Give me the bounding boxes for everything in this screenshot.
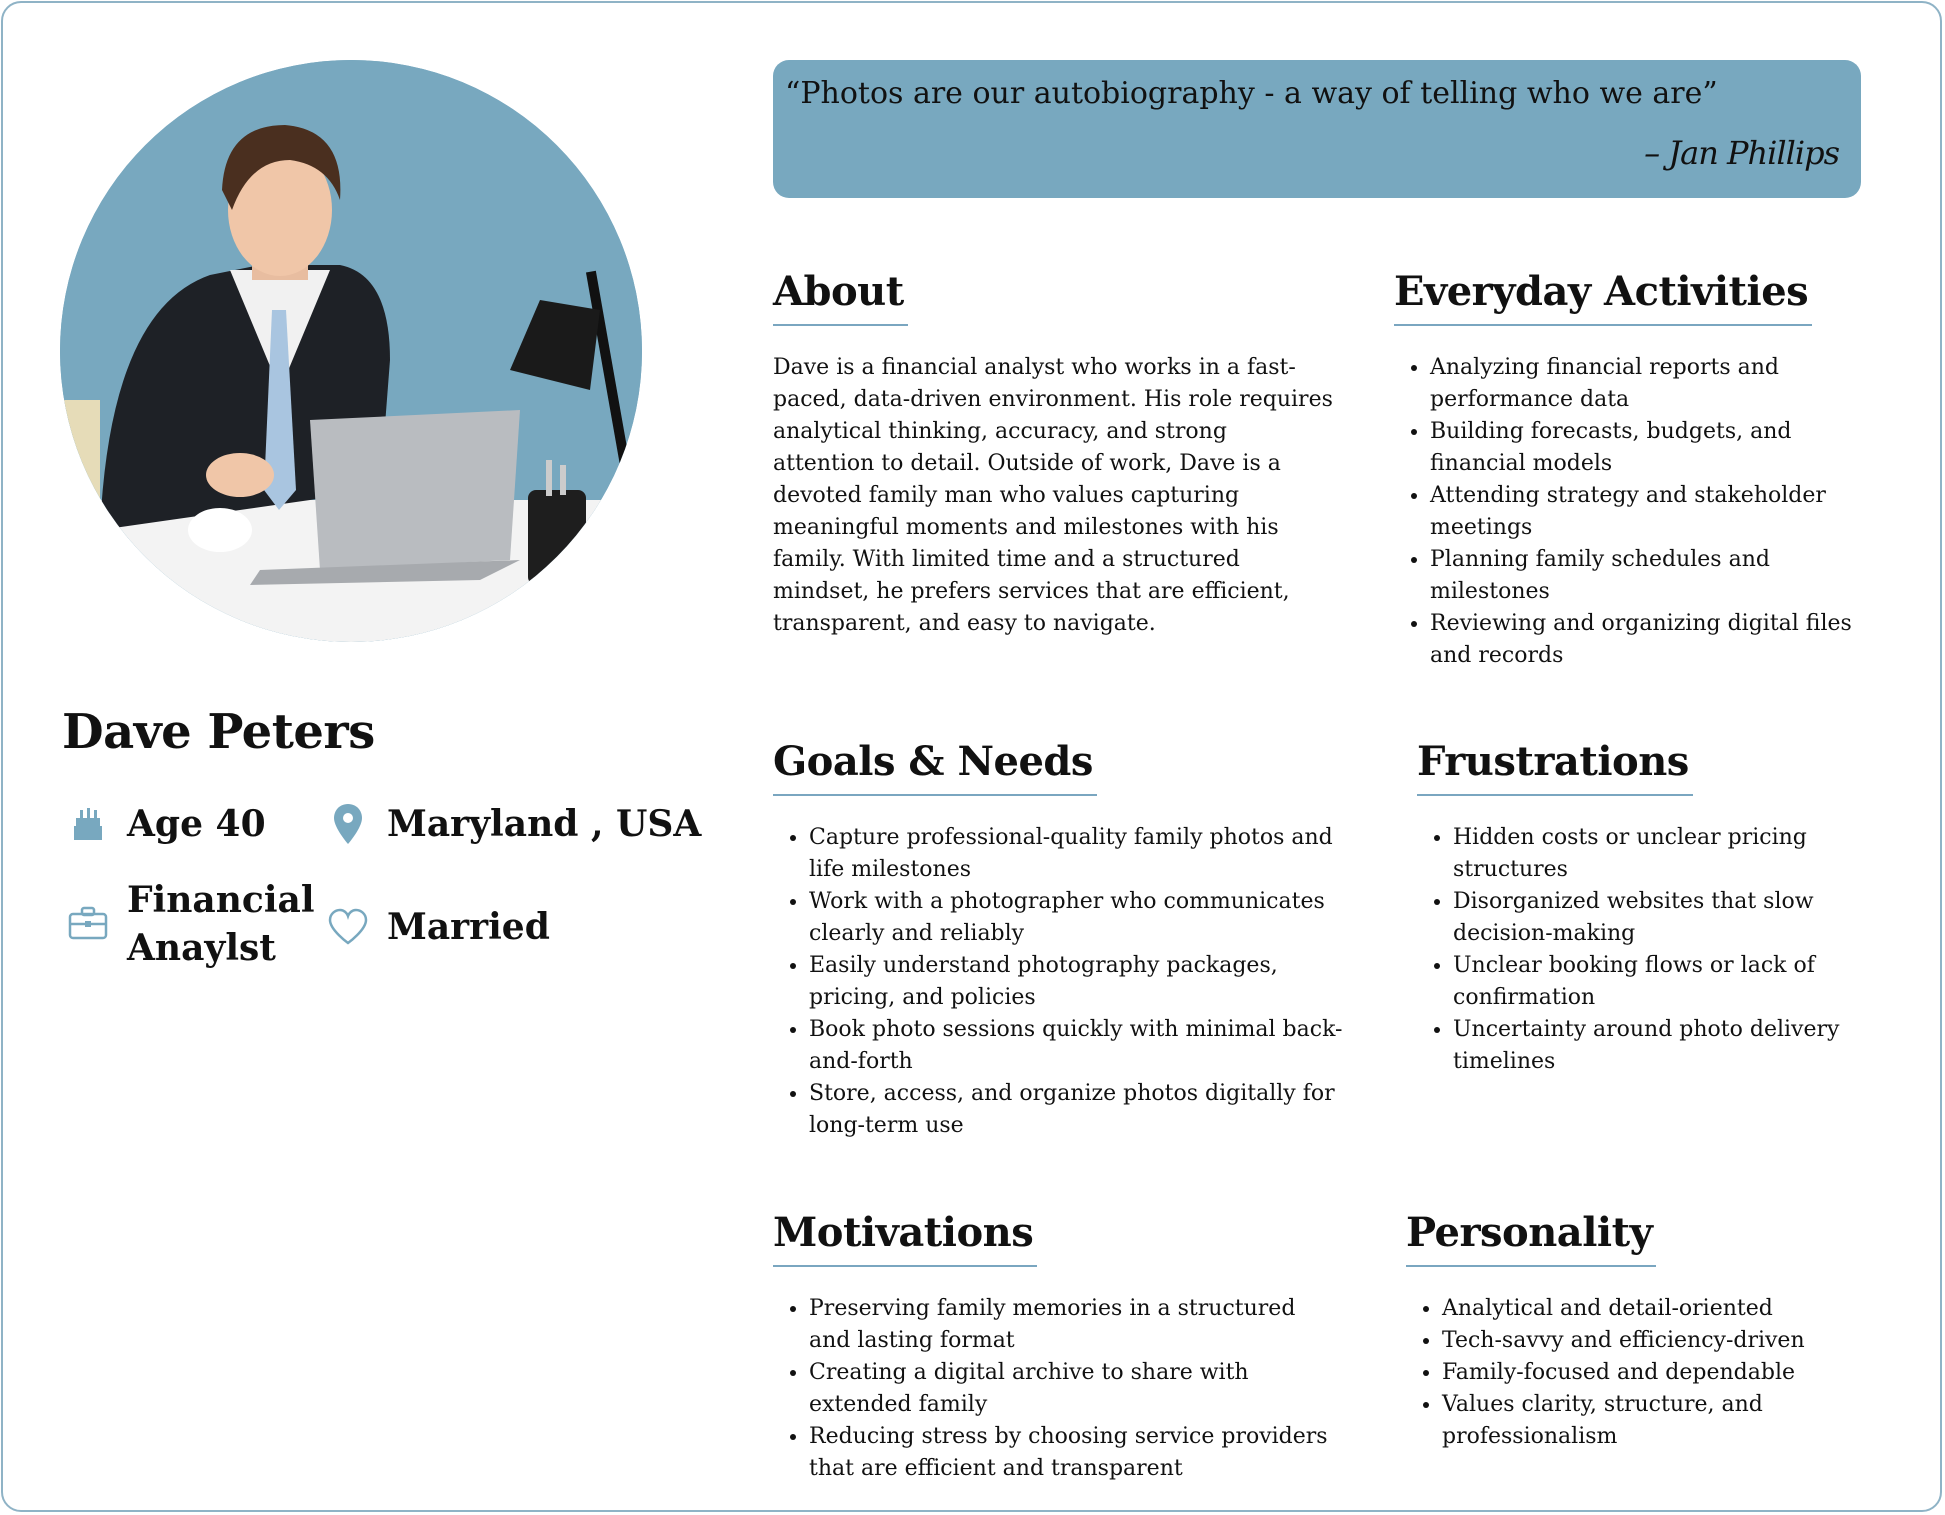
quote-text: “Photos are our autobiography - a way of telling who we are” — [785, 76, 1718, 111]
list-item: • Work with a photographer who communicates clearly and reliably — [809, 886, 1353, 950]
status-value: Married — [387, 906, 550, 948]
frustrations-title: Frustrations — [1417, 736, 1693, 796]
heart-icon — [323, 902, 373, 952]
occupation-fact — [63, 876, 315, 972]
list-item: • Hidden costs or unclear pricing structures — [1453, 822, 1857, 886]
personality-section — [1406, 1207, 1856, 1453]
list-item: • Unclear booking flows or lack of confirmation — [1453, 950, 1857, 1014]
location-value: Maryland , USA — [387, 803, 702, 845]
activities-title: Everyday Activities — [1394, 266, 1812, 326]
cake-icon — [63, 799, 113, 849]
list-item: • Uncertainty around photo delivery timelines — [1453, 1014, 1857, 1078]
list-item: • Values clarity, structure, and professionalism — [1442, 1389, 1856, 1453]
about-title: About — [773, 266, 908, 326]
about-section — [773, 266, 1333, 640]
list-item: • Analytical and detail-oriented — [1442, 1293, 1856, 1325]
location-pin-icon — [323, 799, 373, 849]
quote-author: – Jan Phillips — [1644, 134, 1839, 172]
persona-name: Dave Peters — [62, 704, 375, 760]
list-item: • Attending strategy and stakeholder meetings — [1430, 480, 1864, 544]
motivations-list — [773, 1293, 1333, 1485]
list-item: • Disorganized websites that slow decision-making — [1453, 886, 1857, 950]
list-item: • Family-focused and dependable — [1442, 1357, 1856, 1389]
frustrations-list — [1417, 822, 1857, 1078]
motivations-section — [773, 1207, 1333, 1485]
goals-title: Goals & Needs — [773, 736, 1097, 796]
briefcase-icon — [63, 898, 113, 948]
activities-section — [1394, 266, 1864, 672]
list-item: • Capture professional-quality family photos and life milestones — [809, 822, 1353, 886]
frustrations-section — [1417, 736, 1857, 1078]
occupation-value: Financial Anaylst — [127, 879, 315, 969]
motivations-title: Motivations — [773, 1207, 1037, 1267]
list-item: • Analyzing financial reports and performance data — [1430, 352, 1864, 416]
list-item: • Store, access, and organize photos digitally for long-term use — [809, 1078, 1353, 1142]
list-item: • Building forecasts, budgets, and financial models — [1430, 416, 1864, 480]
list-item: • Reviewing and organizing digital files and records — [1430, 608, 1864, 672]
location-fact — [323, 799, 701, 849]
list-item: • Reducing stress by choosing service providers that are efficient and transparent — [809, 1421, 1333, 1485]
list-item: • Book photo sessions quickly with minimal back-and-forth — [809, 1014, 1353, 1078]
profile-photo — [60, 60, 642, 642]
personality-list — [1406, 1293, 1856, 1453]
list-item: • Planning family schedules and milestones — [1430, 544, 1864, 608]
age-fact — [63, 799, 266, 849]
quote-banner — [773, 60, 1861, 198]
activities-list — [1394, 352, 1864, 672]
list-item: • Preserving family memories in a structured and lasting format — [809, 1293, 1333, 1357]
goals-section — [773, 736, 1353, 1142]
list-item: • Easily understand photography packages, pricing, and policies — [809, 950, 1353, 1014]
personality-title: Personality — [1406, 1207, 1656, 1267]
age-value: Age 40 — [127, 803, 266, 845]
list-item: • Creating a digital archive to share with extended family — [809, 1357, 1333, 1421]
goals-list — [773, 822, 1353, 1142]
about-text: Dave is a financial analyst who works in a fast-paced, data-driven environment. His role requires analytical thinking, accuracy, and strong attention to detail. Outside of work, Dave is a devoted family man who values capturing meaningful moments and milestones with his family. With limited time and a structured mindset, he prefers services that are efficient, transparent, and easy to navigate. — [773, 355, 1333, 636]
list-item: • Tech-savvy and efficiency-driven — [1442, 1325, 1856, 1357]
status-fact — [323, 902, 550, 952]
